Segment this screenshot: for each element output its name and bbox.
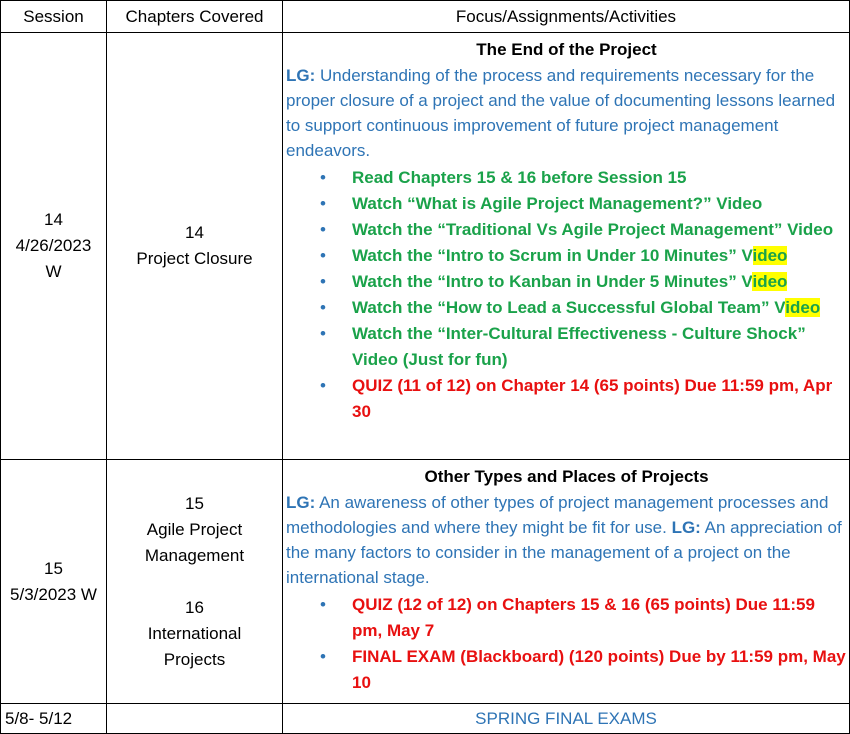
header-row xyxy=(1,1,850,33)
chapters-14-cell xyxy=(107,33,283,460)
list-item xyxy=(352,269,847,295)
item-text: Watch the “How to Lead a Successful Global Team” V xyxy=(352,298,786,317)
session-number: 14 xyxy=(44,210,63,229)
chapters-15-cell xyxy=(107,460,283,704)
highlighted-text: ideo xyxy=(785,298,821,317)
list-item: • Watch “What is Agile Project Management?” Video xyxy=(352,191,847,217)
header-session: Session xyxy=(1,1,107,33)
session-date: 4/26/2023 xyxy=(15,236,92,255)
session-15-cell xyxy=(1,460,107,704)
list-item: • Read Chapters 15 & 16 before Session 15 xyxy=(352,165,847,191)
chapter-number: 16 xyxy=(185,597,204,617)
lg-label: LG: xyxy=(671,518,701,537)
list-item xyxy=(352,295,847,321)
header-chapters: Chapters Covered xyxy=(107,1,283,33)
highlighted-text: ideo xyxy=(752,246,788,265)
assignment-list xyxy=(286,165,847,425)
learning-goal xyxy=(286,490,847,590)
focus-14-cell xyxy=(283,33,850,460)
header-focus: Focus/Assignments/Activities xyxy=(283,1,850,33)
session-number: 15 xyxy=(44,558,63,578)
lg-text: Understanding of the process and requirements necessary for the proper closure of a project and the value of documenting lessons learned to support continuous improvement of future project management endeavors. xyxy=(286,66,836,160)
assignment-list xyxy=(286,592,847,696)
chapter-number: 15 xyxy=(185,493,204,513)
finals-focus-cell: SPRING FINAL EXAMS xyxy=(283,704,850,734)
chapter-number: 14 xyxy=(185,223,204,242)
highlighted-text: ideo xyxy=(752,272,788,291)
section-title: Other Types and Places of Projects xyxy=(424,467,709,486)
list-item xyxy=(352,243,847,269)
session-14-row xyxy=(1,33,850,460)
session-14-cell xyxy=(1,33,107,460)
spacer xyxy=(107,569,282,595)
list-item: • Watch the “Traditional Vs Agile Project Management” Video xyxy=(352,217,847,243)
section-title: The End of the Project xyxy=(476,40,657,59)
finals-chapters-cell xyxy=(107,704,283,734)
chapter-name-line: Agile Project xyxy=(146,519,243,539)
chapter-name-line: Management xyxy=(144,545,245,565)
quiz-item: • QUIZ (12 of 12) on Chapters 15 & 16 (65 points) Due 11:59 pm, May 7 xyxy=(352,592,847,644)
session-day: W xyxy=(45,262,62,281)
chapter-name-line: Projects xyxy=(163,649,226,669)
item-text: Watch the “Intro to Kanban in Under 5 Minutes” V xyxy=(352,272,753,291)
finals-session-cell: 5/8- 5/12 xyxy=(1,704,107,734)
focus-15-cell xyxy=(283,460,850,704)
lg-text: An awareness of other types of project management processes and methodologies and where they might be fit for use. xyxy=(286,493,829,537)
exam-item: • FINAL EXAM (Blackboard) (120 points) Due by 11:59 pm, May 10 xyxy=(352,644,847,696)
session-15-row xyxy=(1,460,850,704)
chapter-name-line: International xyxy=(147,623,242,643)
list-item: • Watch the “Inter-Cultural Effectiveness - Culture Shock” Video (Just for fun) xyxy=(352,321,847,373)
session-date: 5/3/2023 W xyxy=(10,584,97,604)
quiz-item: • QUIZ (11 of 12) on Chapter 14 (65 points) Due 11:59 pm, Apr 30 xyxy=(352,373,847,425)
item-text: Watch the “Intro to Scrum in Under 10 Minutes” V xyxy=(352,246,753,265)
lg-label: LG: xyxy=(286,493,316,512)
lg-text: An appreciation of the many factors to consider in the management of a project on the international stage. xyxy=(286,518,842,587)
lg-label: LG: xyxy=(286,66,316,85)
chapter-name: Project Closure xyxy=(136,249,253,268)
learning-goal xyxy=(286,63,847,163)
finals-row xyxy=(1,704,850,734)
